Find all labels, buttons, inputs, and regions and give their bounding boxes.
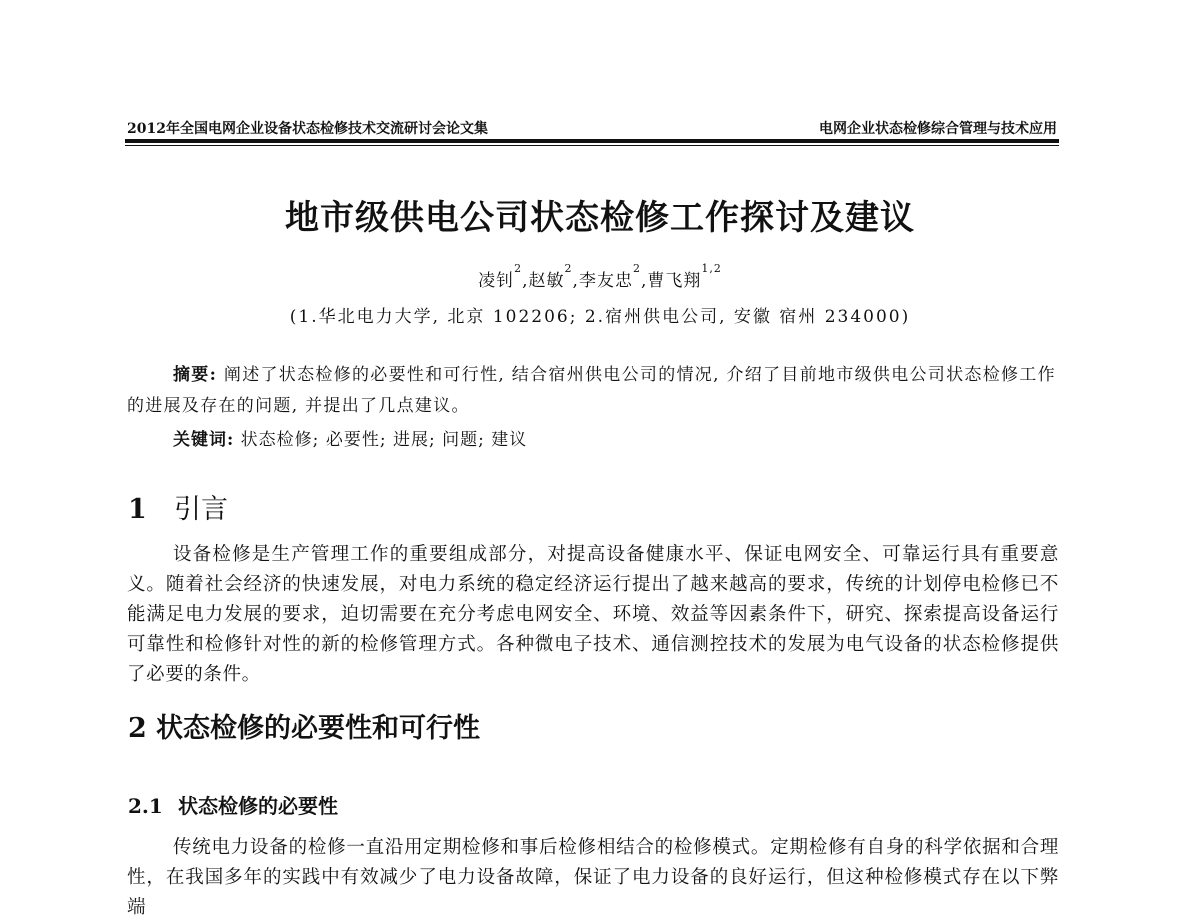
author-affil-mark: 1,2 (701, 262, 722, 275)
section-title: 引言 (174, 494, 228, 525)
affiliation: (1.华北电力大学, 北京 102206; 2.宿州供电公司, 安徽 宿州 234000) (289, 307, 911, 327)
subsection-number: 2.1 (128, 794, 163, 818)
running-header-right: 电网企业状态检修综合管理与技术应用 (819, 121, 1057, 137)
abstract-label: 摘要: (173, 365, 218, 385)
abstract-text: 阐述了状态检修的必要性和可行性, 结合宿州供电公司的情况, 介绍了目前地市级供电公司状态检修工作的进展及存在的问题, 并提出了几点建议。 (127, 365, 1056, 416)
paper-title: 地市级供电公司状态检修工作探讨及建议 (285, 198, 915, 238)
author-name: 赵敏 (528, 271, 565, 291)
keywords-text: 状态检修; 必要性; 进展; 问题; 建议 (234, 430, 528, 450)
keywords-label: 关键词: (173, 430, 235, 450)
section-2-1-paragraph: 传统电力设备的检修一直沿用定期检修和事后检修相结合的检修模式。定期检修有自身的科学依据和合理性，在我国多年的实践中有效减少了电力设备故障，保证了电力设备的良好运行，但这种检修模式存在以下弊端 (127, 837, 1059, 918)
section-title: 状态检修的必要性和可行性 (156, 713, 480, 744)
author-name: 凌钊 (478, 271, 515, 291)
abstract (127, 360, 1059, 422)
author-name: 李友忠 (578, 271, 633, 291)
subsection-title: 状态检修的必要性 (178, 794, 338, 818)
author-list: 凌钊$^2$,赵敏$^2$,李友忠$^2$,曹飞翔$^{1,2}$ (478, 262, 722, 291)
author-affil-mark: 2 (514, 262, 523, 275)
author-affil-mark: 2 (564, 262, 573, 275)
section-heading-intro (128, 487, 228, 526)
author-affil-mark: 2 (632, 262, 641, 275)
section-number: 2 (128, 713, 147, 744)
section-number: 1 (128, 494, 147, 525)
header-rule-thick (125, 139, 1059, 143)
running-header-left: 2012年全国电网企业设备状态检修技术交流研讨会论文集 (127, 121, 488, 137)
subsection-heading-2-1 (128, 790, 338, 819)
section-heading-2 (128, 706, 480, 745)
keywords (173, 425, 527, 450)
author-name: 曹飞翔 (647, 271, 702, 291)
header-rule-thin (125, 145, 1059, 146)
intro-paragraph: 设备检修是生产管理工作的重要组成部分，对提高设备健康水平、保证电网安全、可靠运行具有重要意义。随着社会经济的快速发展，对电力系统的稳定经济运行提出了越来越高的要求，传统的计划停电检修已不能满足电力发展的要求，迫切需要在充分考虑电网安全、环境、效益等因素条件下，研究、探索提高设备运行可靠性和检修针对性的新的检修管理方式。各种微电子技术、通信测控技术的发展为电气设备的状态检修提供了必要的条件。 (127, 544, 1059, 685)
